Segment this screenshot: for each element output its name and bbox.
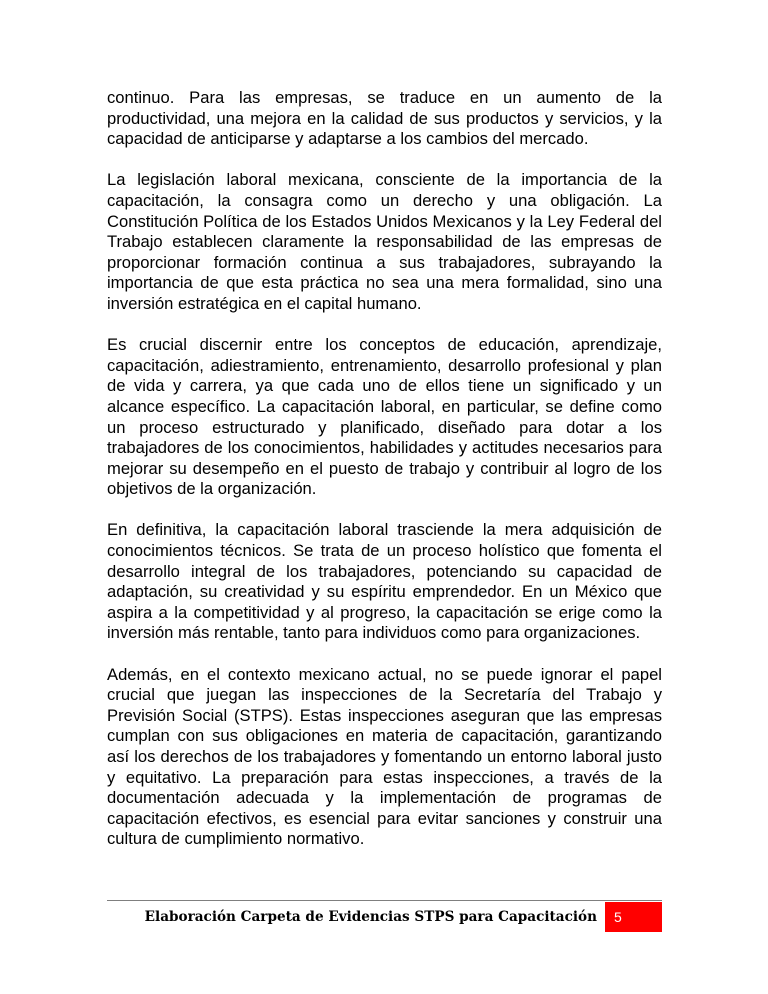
footer-title: Elaboración Carpeta de Evidencias STPS para Capacitación	[144, 909, 597, 925]
body-text	[107, 88, 662, 871]
paragraph-4: En definitiva, la capacitación laboral trasciende la mera adquisición de conocimientos técnicos. Se trata de un proceso holístico que fomenta el desarrollo integral de los trabajadores, potenciando su capacidad de adaptación, su creatividad y su espíritu emprendedor. En un México que aspira a la competitividad y al progreso, la capacitación se erige como la inversión más rentable, tanto para individuos como para organizaciones.	[107, 520, 662, 643]
paragraph-1: continuo. Para las empresas, se traduce en un aumento de la productividad, una mejora en la calidad de sus productos y servicios, y la capacidad de anticiparse y adaptarse a los cambios del mercado.	[107, 88, 662, 149]
paragraph-3: Es crucial discernir entre los conceptos de educación, aprendizaje, capacitación, adiestramiento, entrenamiento, desarrollo profesional y plan de vida y carrera, ya que cada uno de ellos tiene un significado y un alcance específico. La capacitación laboral, en particular, se define como un proceso estructurado y planificado, diseñado para dotar a los trabajadores de los conocimientos, habilidades y actitudes necesarios para mejorar su desempeño en el puesto de trabajo y contribuir al logro de los objetivos de la organización.	[107, 335, 662, 499]
paragraph-2: La legislación laboral mexicana, consciente de la importancia de la capacitación, la consagra como un derecho y una obligación. La Constitución Política de los Estados Unidos Mexicanos y la Ley Federal del Trabajo establecen claramente la responsabilidad de las empresas de proporcionar formación continua a sus trabajadores, subrayando la importancia de que esta práctica no sea una mera formalidad, sino una inversión estratégica en el capital humano.	[107, 170, 662, 313]
page-number-badge: 5	[605, 902, 662, 932]
footer-divider	[107, 900, 662, 901]
paragraph-5: Además, en el contexto mexicano actual, no se puede ignorar el papel crucial que juegan las inspecciones de la Secretaría del Trabajo y Previsión Social (STPS). Estas inspecciones aseguran que las empresas cumplan con sus obligaciones en materia de capacitación, garantizando así los derechos de los trabajadores y fomentando un entorno laboral justo y equitativo. La preparación para estas inspecciones, a través de la documentación adecuada y la implementación de programas de capacitación efectivos, es esencial para evitar sanciones y construir una cultura de cumplimiento normativo.	[107, 664, 662, 849]
page-footer	[107, 900, 662, 932]
